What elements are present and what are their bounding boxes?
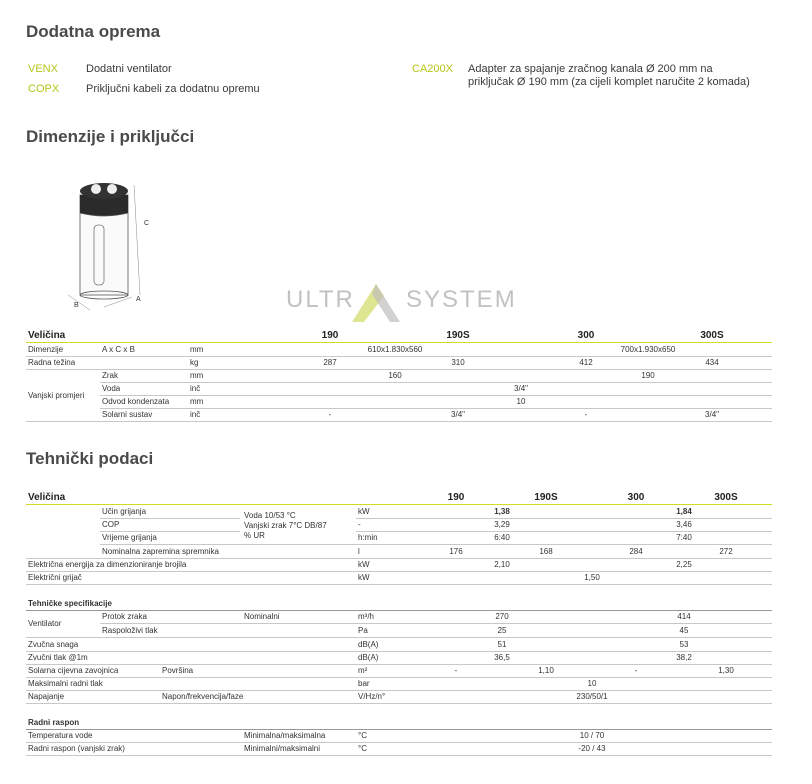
accessory-code: CA200X xyxy=(412,63,453,75)
row-value: 168 xyxy=(539,547,553,556)
row-value: 160 xyxy=(388,371,402,380)
row-sublabel: Zrak xyxy=(102,371,118,380)
row-value: 3/4" xyxy=(705,410,719,419)
row-label: Radna težina xyxy=(28,358,76,367)
row-label: Učin grijanja xyxy=(102,507,147,516)
table-header-label: Veličina xyxy=(28,492,66,503)
row-label: Zvučna snaga xyxy=(28,640,79,649)
row-unit: - xyxy=(358,520,361,529)
row-value: 2,25 xyxy=(676,560,692,569)
row-label: Električna energija za dimenzioniranje brojila xyxy=(28,560,187,569)
row-label: Radni raspon (vanjski zrak) xyxy=(28,744,125,753)
row-label: Maksimalni radni tlak xyxy=(28,679,103,688)
watermark-logo-icon xyxy=(350,280,402,324)
row-value: 25 xyxy=(497,626,507,635)
row-label: Dimenzije xyxy=(28,345,64,354)
row-condition: Vanjski zrak 7°C DB/87 xyxy=(244,521,327,530)
accessory-desc: Priključni kabeli za dodatnu opremu xyxy=(86,83,260,95)
row-unit: bar xyxy=(358,679,370,688)
dimension-label-c: C xyxy=(144,220,150,227)
accessory-desc: Dodatni ventilator xyxy=(86,63,172,75)
row-value: -20 / 43 xyxy=(578,744,606,753)
row-value: 1,30 xyxy=(718,666,734,675)
row-sublabel: A x C x B xyxy=(102,345,135,354)
dimension-label-b: B xyxy=(74,302,79,309)
row-value: 6:40 xyxy=(494,533,510,542)
accessory-code: COPX xyxy=(28,83,60,95)
row-unit: dB(A) xyxy=(358,653,379,662)
row-condition: % UR xyxy=(244,531,265,540)
row-unit: °C xyxy=(358,744,367,753)
accessory-desc: Adapter za spajanje zračnog kanala Ø 200 mm na xyxy=(468,63,713,75)
row-label: Nominalna zapremina spremnika xyxy=(102,547,219,556)
table-header-190s: 190S xyxy=(534,492,558,503)
table-header-190: 190 xyxy=(321,330,339,341)
table-header-300s: 300S xyxy=(714,492,738,503)
row-value: 10 xyxy=(516,397,526,406)
row-value: 36,5 xyxy=(494,653,510,662)
spec-subtitle: Tehničke specifikacije xyxy=(28,599,112,608)
row-value: 7:40 xyxy=(676,533,692,542)
row-unit: Pa xyxy=(358,626,368,635)
row-unit: mm xyxy=(190,371,204,380)
row-value: 414 xyxy=(677,612,691,621)
row-value: 287 xyxy=(323,358,337,367)
row-unit: °C xyxy=(358,731,367,740)
row-sublabel: Minimalni/maksimalni xyxy=(244,744,321,753)
row-condition: Nominalni xyxy=(244,612,280,621)
row-sublabel: Odvod kondenzata xyxy=(102,397,170,406)
row-value: 3/4" xyxy=(514,384,528,393)
row-value: 10 / 70 xyxy=(579,731,605,740)
section-title-accessories: Dodatna oprema xyxy=(26,22,161,41)
row-value: 284 xyxy=(629,547,643,556)
row-value: 1,38 xyxy=(494,507,510,516)
row-value: 10 xyxy=(587,679,597,688)
table-header-190s: 190S xyxy=(446,330,470,341)
range-subtitle: Radni raspon xyxy=(28,718,80,727)
row-condition: Voda 10/53 °C xyxy=(244,511,296,520)
row-label: Zvučni tlak @1m xyxy=(28,653,88,662)
row-value: 38,2 xyxy=(676,653,692,662)
table-header-190: 190 xyxy=(447,492,465,503)
dimension-label-a: A xyxy=(136,296,141,303)
row-value: - xyxy=(584,410,588,419)
row-value: 3,29 xyxy=(494,520,510,529)
accessory-desc: priključak Ø 190 mm (za cijeli komplet naručite 2 komada) xyxy=(468,76,750,88)
row-value: 53 xyxy=(679,640,689,649)
row-value: 310 xyxy=(451,358,465,367)
row-value: 3/4" xyxy=(451,410,465,419)
row-value: 230/50/1 xyxy=(576,692,608,701)
row-unit: mm xyxy=(190,397,204,406)
row-value: 1,10 xyxy=(538,666,554,675)
row-value: 190 xyxy=(641,371,655,380)
row-sublabel: Raspoloživi tlak xyxy=(102,626,158,635)
row-value: - xyxy=(328,410,332,419)
row-value: 45 xyxy=(679,626,689,635)
row-label: COP xyxy=(102,520,120,529)
accessory-code: VENX xyxy=(28,63,58,75)
row-label: Solarna cijevna zavojnica xyxy=(28,666,119,675)
row-value: - xyxy=(454,666,458,675)
row-value: 610x1.830x560 xyxy=(367,345,423,354)
row-value: 1,50 xyxy=(584,573,600,582)
heat-pump-drawing xyxy=(60,165,180,315)
row-unit: V/Hz/n° xyxy=(358,692,386,701)
row-unit: kW xyxy=(358,507,370,516)
row-value: 434 xyxy=(705,358,719,367)
row-sublabel: Minimalna/maksimalna xyxy=(244,731,326,740)
row-unit: inč xyxy=(190,384,201,393)
row-sublabel: Voda xyxy=(102,384,121,393)
row-value: 176 xyxy=(449,547,463,556)
row-sublabel: Protok zraka xyxy=(102,612,147,621)
row-unit: m² xyxy=(358,666,368,675)
row-label: Ventilator xyxy=(28,619,62,628)
row-value: - xyxy=(634,666,638,675)
row-value: 2,10 xyxy=(494,560,510,569)
row-sublabel: Površina xyxy=(162,666,194,675)
row-unit: h:min xyxy=(358,533,378,542)
row-label: Vrijeme grijanja xyxy=(102,533,157,542)
watermark-text-right: SYSTEM xyxy=(406,286,517,313)
row-value: 270 xyxy=(495,612,509,621)
row-value: 3,46 xyxy=(676,520,692,529)
table-header-300: 300 xyxy=(577,330,595,341)
row-value: 412 xyxy=(579,358,593,367)
watermark-text-left: ULTR xyxy=(286,286,355,313)
row-value: 1,84 xyxy=(676,507,692,516)
table-header-300s: 300S xyxy=(700,330,724,341)
row-unit: kW xyxy=(358,573,370,582)
row-label: Električni grijač xyxy=(28,573,82,582)
row-sublabel: Solarni sustav xyxy=(102,410,153,419)
section-title-technical: Tehnički podaci xyxy=(26,449,154,468)
row-value: 272 xyxy=(719,547,733,556)
table-header-label: Veličina xyxy=(28,330,66,341)
row-label: Napajanje xyxy=(28,692,65,701)
row-unit: inč xyxy=(190,410,201,419)
row-value: 700x1.930x650 xyxy=(620,345,676,354)
row-label: Vanjski promjeri xyxy=(28,391,85,400)
row-value: 51 xyxy=(497,640,507,649)
row-unit: mm xyxy=(190,345,204,354)
row-unit: m³/h xyxy=(358,612,374,621)
row-unit: kW xyxy=(358,560,370,569)
row-unit: dB(A) xyxy=(358,640,379,649)
row-label: Temperatura vode xyxy=(28,731,93,740)
row-unit: l xyxy=(358,547,360,556)
row-sublabel: Napon/frekvencija/faze xyxy=(162,692,244,701)
section-title-dimensions: Dimenzije i priključci xyxy=(26,127,195,146)
table-header-300: 300 xyxy=(627,492,645,503)
row-unit: kg xyxy=(190,358,199,367)
